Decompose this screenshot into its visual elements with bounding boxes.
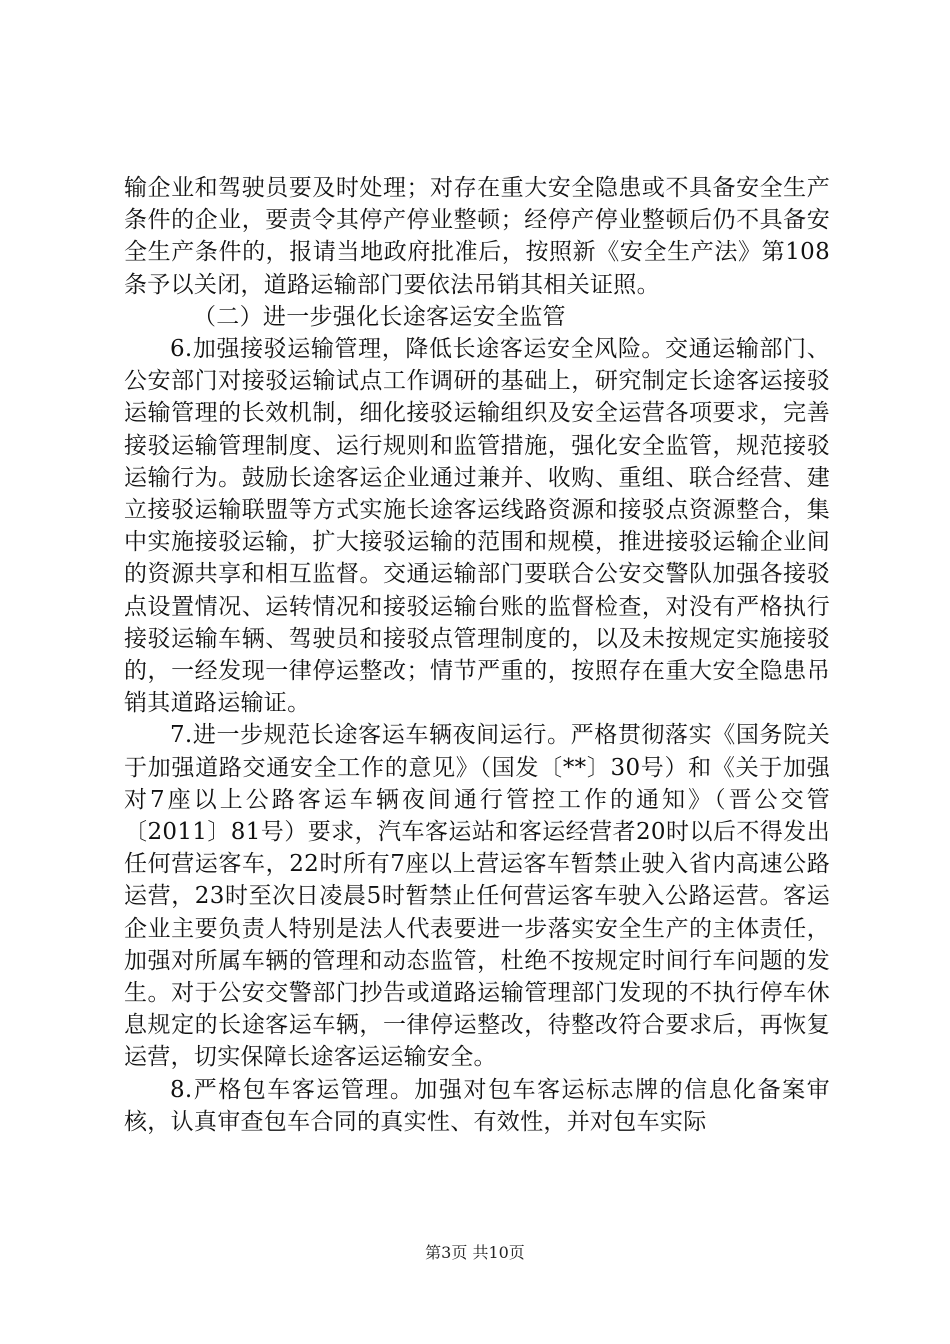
section-heading: （二）进一步强化长途客运安全监管 — [193, 303, 566, 330]
page-number-label: 第3页 共10页 — [425, 1243, 525, 1262]
paragraph-item-6: 6.加强接驳运输管理，降低长途客运安全风险。交通运输部门、公安部门对接驳运输试点工作调研的基础上，研究制定长途客运接驳运输管理的长效机制，细化接驳运输组织及安全运营各项要求，完善接驳运输管理制度、运行规则和监管措施，强化安全监管，规范接驳运输行为。鼓励长途客运企业通过兼并、收购、重组、联合经营、建立接驳运输联盟等方式实施长途客运线路资源和接驳点资源整合，集中实施接驳运输，扩大接驳运输的范围和规模，推进接驳运输企业间的资源共享和相互监督。交通运输部门要联合公安交警队加强各接驳点设置情况、运转情况和接驳运输台账的监督检查，对没有严格执行接驳运输车辆、驾驶员和接驳点管理制度的，以及未按规定实施接驳的，一经发现一律停运整改；情节严重的，按照存在重大安全隐患吊销其道路运输证。 — [124, 336, 830, 717]
paragraph-continuation: 输企业和驾驶员要及时处理；对存在重大安全隐患或不具备安全生产条件的企业，要责令其停产停业整顿；经停产停业整顿后仍不具备安全生产条件的，报请当地政府批准后，按照新《安全生产法》第108条予以关闭，道路运输部门要依法吊销其相关证照。 — [124, 175, 830, 298]
paragraph-item-7: 7.进一步规范长途客运车辆夜间运行。严格贯彻落实《国务院关于加强道路交通安全工作的意见》（国发〔**〕30号）和《关于加强对7座以上公路客运车辆夜间通行管控工作的通知》（晋公交管〔2011〕81号）要求，汽车客运站和客运经营者20时以后不得发出任何营运客车，22时所有7座以上营运客车暂禁止驶入省内高速公路运营，23时至次日凌晨5时暂禁止任何营运客车驶入公路运营。客运企业主要负责人特别是法人代表要进一步落实安全生产的主体责任，加强对所属车辆的管理和动态监管，杜绝不按规定时间行车问题的发生。对于公安交警部门抄告或道路运输管理部门发现的不执行停车休息规定的长途客运车辆，一律停运整改，待整改符合要求后，再恢复运营，切实保障长途客运运输安全。 — [124, 722, 830, 1071]
page-footer — [0, 1243, 950, 1263]
document-page — [124, 172, 830, 1138]
paragraph-item-8: 8.严格包车客运管理。加强对包车客运标志牌的信息化备案审核，认真审查包车合同的真实性、有效性，并对包车实际 — [124, 1076, 830, 1135]
